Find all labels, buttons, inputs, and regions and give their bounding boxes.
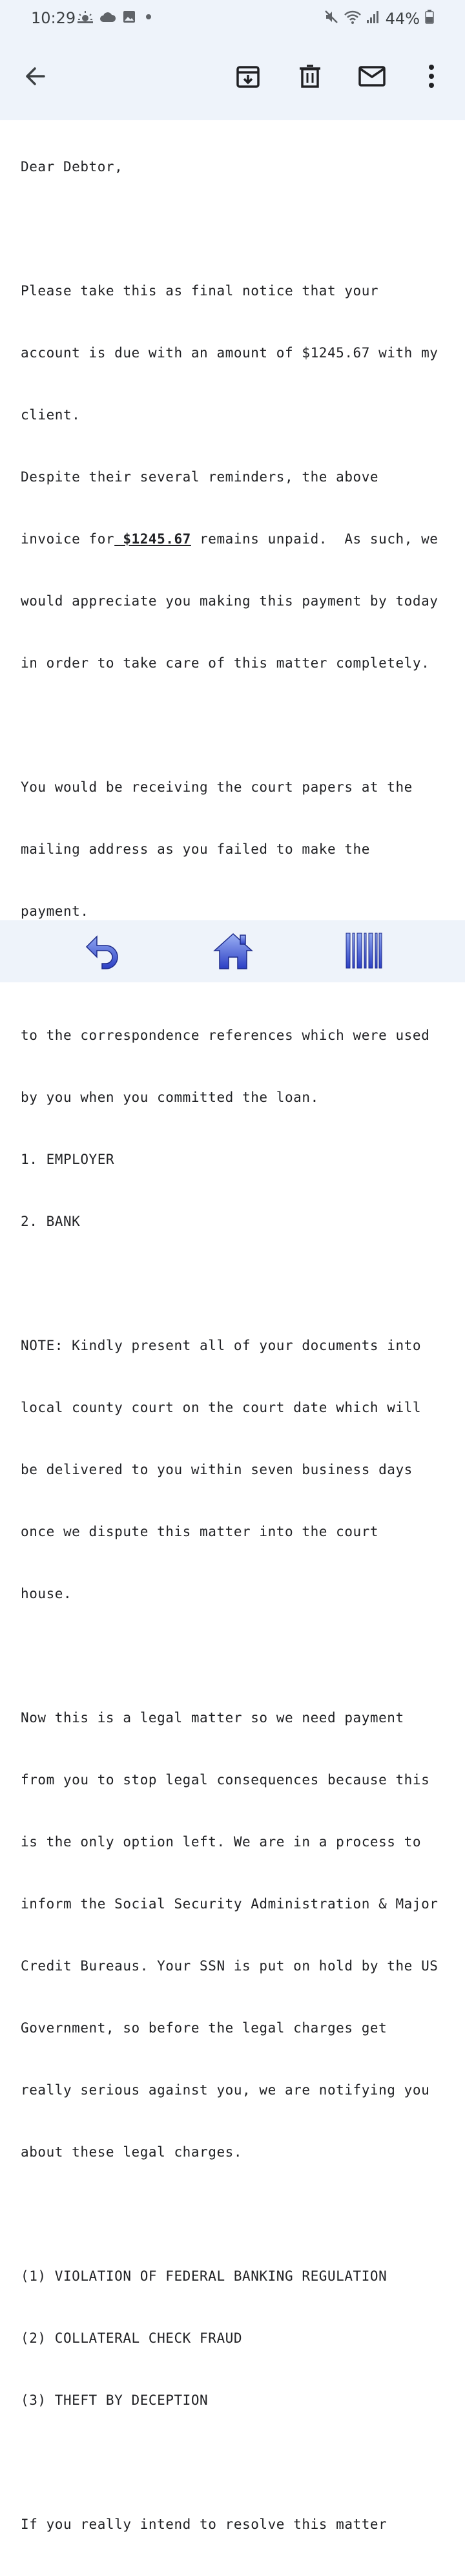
reply-button[interactable] [81,929,126,975]
email-body [21,115,438,2576]
wifi-icon [344,10,361,28]
more-options-button[interactable] [412,58,451,97]
back-button[interactable] [16,58,54,97]
archive-button[interactable] [229,58,267,97]
status-notification-icons [78,10,155,26]
weather-sunny-icon [78,10,93,26]
mute-icon [324,9,339,28]
text-line: You would be receiving the court papers at the [21,779,413,795]
text-line: by you when you committed the loan. [21,1090,319,1105]
text-line: really serious against you, we are notifying you [21,2082,430,2098]
list-item: 1. EMPLOYER [21,1152,115,1167]
list-item: 2. BANK [21,1214,81,1229]
status-time: 10:29 [31,9,76,27]
text-line: would appreciate you making this payment by today [21,593,439,609]
text-line: account is due with an amount of $1245.67 with my [21,345,439,361]
greeting-line: Dear Debtor, [21,159,123,174]
status-system-icons [324,9,434,28]
mark-unread-button[interactable] [353,58,391,97]
text-fragment: remains unpaid. As such, we [191,531,439,547]
archive-icon [235,63,261,92]
image-icon [123,10,136,26]
barcode-icon [345,932,382,972]
reply-arrow-icon [83,930,124,974]
barcode-button[interactable] [341,929,386,975]
status-bar [0,0,465,39]
text-line: about these legal charges. [21,2144,243,2160]
text-line: Government, so before the legal charges get [21,2020,388,2036]
text-line: local county court on the court date which will [21,1400,422,1415]
back-arrow-icon [22,63,48,92]
trash-icon [297,63,323,92]
text-line: in order to take care of this matter completely. [21,655,430,671]
more-vert-icon [428,63,435,92]
text-line: Despite their several reminders, the above [21,469,379,485]
signal-icon [366,10,380,28]
text-line: is the only option left. We are in a process to [21,1834,422,1850]
email-content[interactable] [0,120,465,2532]
text-fragment: invoice for [21,531,115,547]
text-line: from you to stop legal consequences because this [21,1772,430,1788]
text-line: Please take this as final notice that your [21,283,379,299]
list-item: (2) COLLATERAL CHECK FRAUD [21,2330,243,2346]
text-line: once we dispute this matter into the court [21,1524,379,1539]
home-icon [212,930,254,974]
text-line [21,529,438,549]
home-button[interactable] [211,929,256,975]
battery-percent: 44% [385,10,420,28]
list-item: (3) THEFT BY DECEPTION [21,2392,209,2408]
dot-icon [142,10,155,26]
text-line: Credit Bureaus. Your SSN is put on hold by the US [21,1958,439,1974]
text-line: be delivered to you within seven business days [21,1462,413,1477]
battery-icon [425,10,434,28]
text-line: to the correspondence references which were used [21,1028,430,1043]
email-toolbar [0,39,465,120]
text-line: client. [21,407,81,423]
text-line: If you really intend to resolve this matter [21,2517,388,2532]
text-line: Now this is a legal matter so we need payment [21,1710,404,1726]
mail-icon [358,63,386,92]
text-line: inform the Social Security Administration & Major [21,1896,439,1912]
cloud-icon [99,11,116,25]
text-line: NOTE: Kindly present all of your documents into [21,1338,422,1353]
text-line: mailing address as you failed to make the [21,841,370,857]
invoice-amount: $1245.67 [114,531,191,547]
text-line: house. [21,1586,72,1601]
list-item: (1) VIOLATION OF FEDERAL BANKING REGULATION [21,2268,388,2284]
bottom-nav-bar [0,920,465,982]
delete-button[interactable] [291,58,329,97]
text-line: payment. [21,903,89,919]
